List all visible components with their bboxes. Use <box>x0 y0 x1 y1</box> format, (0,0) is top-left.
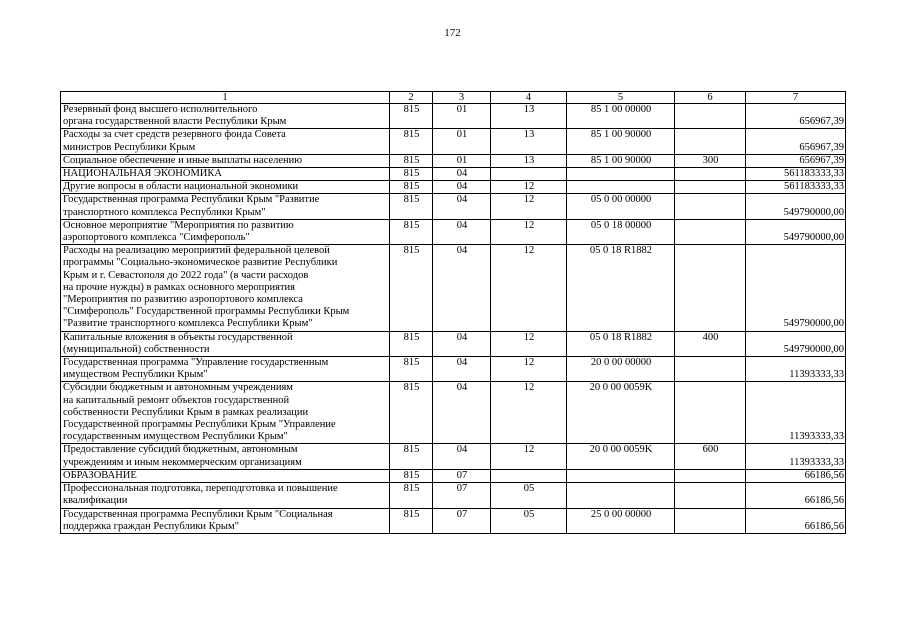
row-subsection-cell: 13 <box>491 154 567 167</box>
table-row <box>61 357 846 382</box>
row-target-article-cell: 85 1 00 90000 <box>567 129 675 154</box>
row-subsection-cell: 12 <box>491 245 567 331</box>
row-target-article-cell: 20 0 00 0059K <box>567 382 675 444</box>
table-row <box>61 219 846 244</box>
row-subsection-cell: 12 <box>491 194 567 219</box>
row-target-article-cell <box>567 483 675 508</box>
row-ved-cell: 815 <box>390 194 433 219</box>
row-subsection-cell: 12 <box>491 444 567 469</box>
row-section-cell: 04 <box>433 331 491 356</box>
row-section-cell: 01 <box>433 104 491 129</box>
row-expense-type-cell <box>675 483 746 508</box>
row-section-cell: 07 <box>433 483 491 508</box>
row-subsection-cell: 12 <box>491 357 567 382</box>
row-section-cell: 04 <box>433 245 491 331</box>
table-row <box>61 483 846 508</box>
row-ved-cell: 815 <box>390 245 433 331</box>
row-amount-cell: 549790000,00 <box>746 331 846 356</box>
row-expense-type-cell <box>675 382 746 444</box>
table-row <box>61 154 846 167</box>
row-expense-type-cell <box>675 168 746 181</box>
row-subsection-cell: 05 <box>491 508 567 533</box>
row-amount-cell: 656967,39 <box>746 129 846 154</box>
row-amount-cell: 11393333,33 <box>746 444 846 469</box>
table-row <box>61 245 846 331</box>
column-header: 3 <box>433 92 491 104</box>
row-expense-type-cell <box>675 104 746 129</box>
row-section-cell: 04 <box>433 357 491 382</box>
row-target-article-cell: 05 0 00 00000 <box>567 194 675 219</box>
row-name-cell: ОБРАЗОВАНИЕ <box>61 469 390 482</box>
row-target-article-cell <box>567 469 675 482</box>
row-name-cell: Социальное обеспечение и иные выплаты населению <box>61 154 390 167</box>
row-section-cell: 07 <box>433 508 491 533</box>
row-target-article-cell: 05 0 18 00000 <box>567 219 675 244</box>
row-target-article-cell: 85 1 00 00000 <box>567 104 675 129</box>
row-expense-type-cell <box>675 357 746 382</box>
row-amount-cell: 66186,56 <box>746 483 846 508</box>
row-name-cell: Расходы за счет средств резервного фонда Совета министров Республики Крым <box>61 129 390 154</box>
row-expense-type-cell <box>675 219 746 244</box>
row-amount-cell: 549790000,00 <box>746 219 846 244</box>
row-expense-type-cell <box>675 129 746 154</box>
row-subsection-cell: 12 <box>491 219 567 244</box>
row-ved-cell: 815 <box>390 219 433 244</box>
row-name-cell: Профессиональная подготовка, переподготовка и повышение квалификации <box>61 483 390 508</box>
row-subsection-cell: 12 <box>491 382 567 444</box>
row-name-cell: Государственная программа "Управление государственным имуществом Республики Крым" <box>61 357 390 382</box>
row-expense-type-cell: 300 <box>675 154 746 167</box>
row-target-article-cell: 20 0 00 0059K <box>567 444 675 469</box>
table-header-row <box>61 92 846 104</box>
row-ved-cell: 815 <box>390 331 433 356</box>
row-ved-cell: 815 <box>390 129 433 154</box>
table-row <box>61 508 846 533</box>
row-subsection-cell: 05 <box>491 483 567 508</box>
row-target-article-cell: 85 1 00 90000 <box>567 154 675 167</box>
row-name-cell: Субсидии бюджетным и автономным учреждениям на капитальный ремонт объектов государственной собственности Республики Крым в рамках реализации Государственной программы Республики Крым "Управление государственным имуществом Республики Крым" <box>61 382 390 444</box>
row-section-cell: 04 <box>433 444 491 469</box>
row-amount-cell: 561183333,33 <box>746 181 846 194</box>
row-section-cell: 01 <box>433 154 491 167</box>
row-section-cell: 04 <box>433 382 491 444</box>
row-amount-cell: 66186,56 <box>746 508 846 533</box>
row-amount-cell: 66186,56 <box>746 469 846 482</box>
row-name-cell: Капитальные вложения в объекты государственной (муниципальной) собственности <box>61 331 390 356</box>
row-amount-cell: 561183333,33 <box>746 168 846 181</box>
table-row <box>61 194 846 219</box>
row-name-cell: Основное мероприятие "Мероприятия по развитию аэропортового комплекса "Симферополь" <box>61 219 390 244</box>
row-ved-cell: 815 <box>390 444 433 469</box>
row-name-cell: Расходы на реализацию мероприятий федеральной целевой программы "Социально-экономическое развитие Республики Крым и г. Севастополя до 2022 года" (в части расходов на прочие нужды) в рамках основного мероприятия "Мероприятия по развитию аэропортового комплекса "Симферополь" Государственной программы Республики Крым "Развитие транспортного комплекса Республики Крым" <box>61 245 390 331</box>
row-section-cell: 04 <box>433 219 491 244</box>
column-header: 7 <box>746 92 846 104</box>
row-expense-type-cell <box>675 508 746 533</box>
row-subsection-cell: 12 <box>491 331 567 356</box>
row-ved-cell: 815 <box>390 104 433 129</box>
row-target-article-cell: 05 0 18 R1882 <box>567 331 675 356</box>
budget-table <box>60 91 846 534</box>
table-row <box>61 469 846 482</box>
row-section-cell: 04 <box>433 181 491 194</box>
row-section-cell: 01 <box>433 129 491 154</box>
row-expense-type-cell: 600 <box>675 444 746 469</box>
row-amount-cell: 656967,39 <box>746 154 846 167</box>
row-name-cell: Резервный фонд высшего исполнительного органа государственной власти Республики Крым <box>61 104 390 129</box>
row-subsection-cell <box>491 168 567 181</box>
row-expense-type-cell <box>675 469 746 482</box>
row-subsection-cell: 13 <box>491 129 567 154</box>
row-section-cell: 04 <box>433 194 491 219</box>
row-amount-cell: 549790000,00 <box>746 245 846 331</box>
page-number: 172 <box>444 27 461 39</box>
row-name-cell: Предоставление субсидий бюджетным, автономным учреждениям и иным некоммерческим организациям <box>61 444 390 469</box>
row-target-article-cell <box>567 168 675 181</box>
row-expense-type-cell <box>675 245 746 331</box>
row-expense-type-cell <box>675 181 746 194</box>
row-target-article-cell: 20 0 00 00000 <box>567 357 675 382</box>
row-ved-cell: 815 <box>390 382 433 444</box>
table-row <box>61 444 846 469</box>
row-target-article-cell: 05 0 18 R1882 <box>567 245 675 331</box>
column-header: 4 <box>491 92 567 104</box>
table-row <box>61 104 846 129</box>
row-amount-cell: 656967,39 <box>746 104 846 129</box>
table-row <box>61 331 846 356</box>
row-ved-cell: 815 <box>390 168 433 181</box>
row-subsection-cell: 13 <box>491 104 567 129</box>
row-section-cell: 07 <box>433 469 491 482</box>
column-header: 1 <box>61 92 390 104</box>
row-subsection-cell: 12 <box>491 181 567 194</box>
row-subsection-cell <box>491 469 567 482</box>
row-target-article-cell <box>567 181 675 194</box>
row-ved-cell: 815 <box>390 469 433 482</box>
table-row <box>61 181 846 194</box>
row-name-cell: Государственная программа Республики Крым "Развитие транспортного комплекса Республики Крым" <box>61 194 390 219</box>
table-row <box>61 129 846 154</box>
table-row <box>61 168 846 181</box>
row-ved-cell: 815 <box>390 154 433 167</box>
row-amount-cell: 11393333,33 <box>746 357 846 382</box>
row-name-cell: Другие вопросы в области национальной экономики <box>61 181 390 194</box>
row-name-cell: Государственная программа Республики Крым "Социальная поддержка граждан Республики Крым" <box>61 508 390 533</box>
row-ved-cell: 815 <box>390 357 433 382</box>
row-amount-cell: 11393333,33 <box>746 382 846 444</box>
row-expense-type-cell: 400 <box>675 331 746 356</box>
column-header: 2 <box>390 92 433 104</box>
column-header: 6 <box>675 92 746 104</box>
row-amount-cell: 549790000,00 <box>746 194 846 219</box>
row-expense-type-cell <box>675 194 746 219</box>
row-section-cell: 04 <box>433 168 491 181</box>
row-target-article-cell: 25 0 00 00000 <box>567 508 675 533</box>
row-name-cell: НАЦИОНАЛЬНАЯ ЭКОНОМИКА <box>61 168 390 181</box>
table-row <box>61 382 846 444</box>
row-ved-cell: 815 <box>390 181 433 194</box>
row-ved-cell: 815 <box>390 508 433 533</box>
row-ved-cell: 815 <box>390 483 433 508</box>
column-header: 5 <box>567 92 675 104</box>
